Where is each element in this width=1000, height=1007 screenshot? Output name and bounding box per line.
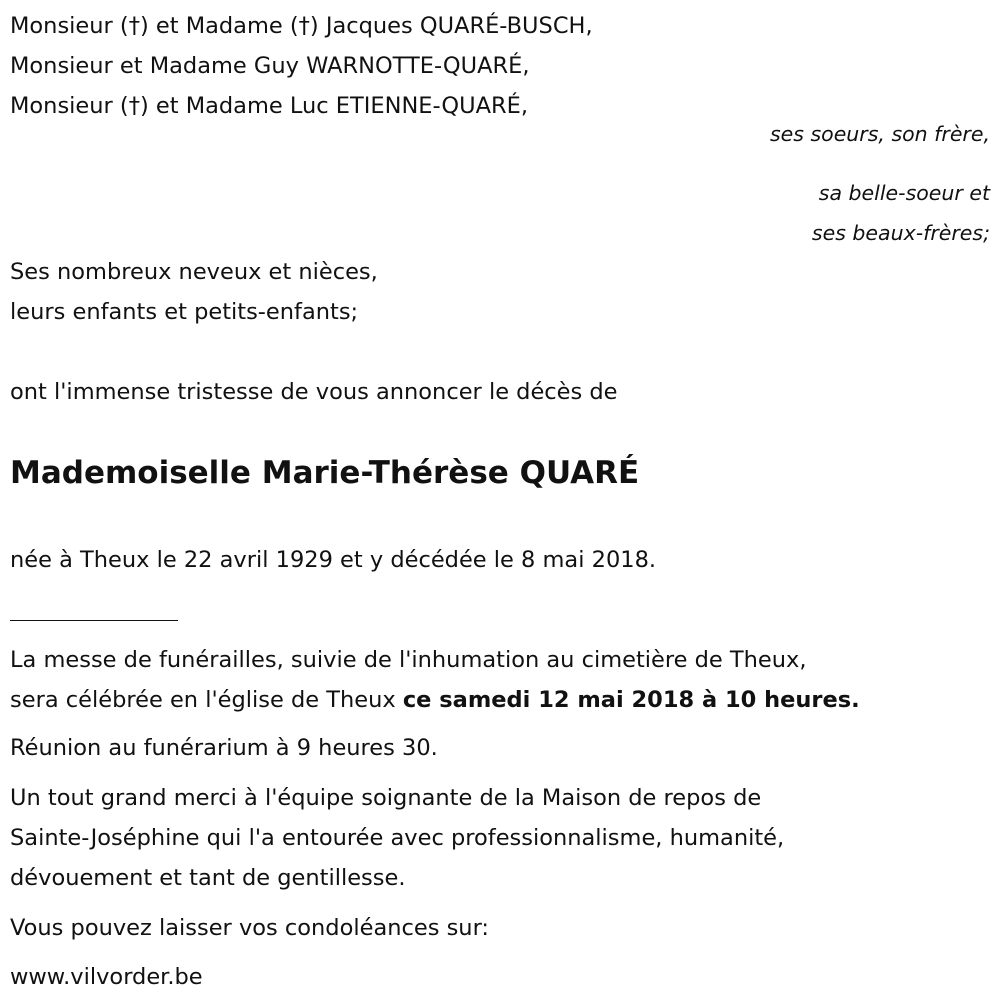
funeral-line-1: La messe de funérailles, suivie de l'inhumation au cimetière de Theux, xyxy=(10,647,807,673)
announcement-text: ont l'immense tristesse de vous annoncer le décès de xyxy=(10,379,618,405)
funeral-line-2 xyxy=(10,680,860,720)
condolences-url: www.vilvorder.be xyxy=(10,964,203,990)
family-relation-3: ses beaux-frères; xyxy=(811,221,990,245)
family-relation-1: ses soeurs, son frère, xyxy=(769,122,990,146)
thanks-line-1: Un tout grand merci à l'équipe soignante de la Maison de repos de xyxy=(10,785,762,811)
funeral-line-2-prefix: sera célébrée en l'église de Theux xyxy=(10,687,403,713)
gathering-info: Réunion au funérarium à 9 heures 30. xyxy=(10,735,438,761)
family-relation-2: sa belle-soeur et xyxy=(818,181,990,205)
family-line-3: Monsieur (†) et Madame Luc ETIENNE-QUARÉ, xyxy=(10,93,529,119)
funeral-date-time: ce samedi 12 mai 2018 à 10 heures. xyxy=(402,687,860,713)
deceased-name: Mademoiselle Marie-Thérèse QUARÉ xyxy=(10,455,640,491)
thanks-line-3: dévouement et tant de gentillesse. xyxy=(10,865,406,891)
thanks-line-2: Sainte-Joséphine qui l'a entourée avec professionnalisme, humanité, xyxy=(10,825,785,851)
family-line-1: Monsieur (†) et Madame (†) Jacques QUARÉ-BUSCH, xyxy=(10,13,593,39)
relatives-line-1: Ses nombreux neveux et nièces, xyxy=(10,259,378,285)
relatives-line-2: leurs enfants et petits-enfants; xyxy=(10,299,359,325)
separator-line xyxy=(10,620,178,621)
condolences-text: Vous pouvez laisser vos condoléances sur: xyxy=(10,915,490,941)
family-line-2: Monsieur et Madame Guy WARNOTTE-QUARÉ, xyxy=(10,53,530,79)
deceased-dates: née à Theux le 22 avril 1929 et y décédée le 8 mai 2018. xyxy=(10,547,657,573)
